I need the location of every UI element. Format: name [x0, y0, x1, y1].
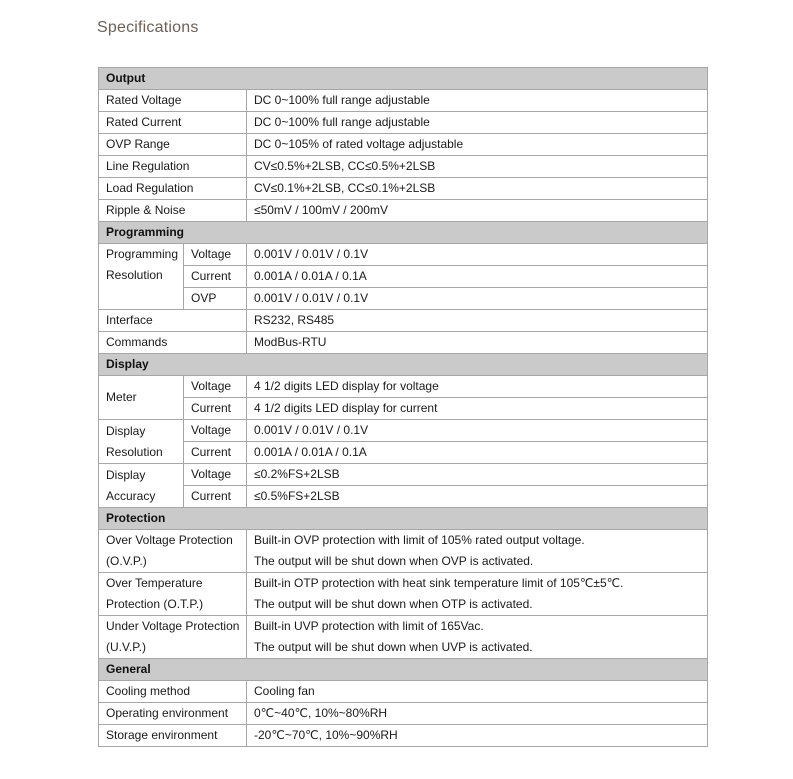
spec-label: Storage environment — [99, 725, 247, 747]
table-row — [99, 112, 708, 134]
spec-label: OVP Range — [99, 134, 247, 156]
spec-group-label — [99, 244, 184, 310]
spec-label-line: Protection (O.T.P.) — [106, 597, 204, 611]
spec-label-line: (O.V.P.) — [106, 554, 147, 568]
spec-value — [247, 573, 708, 616]
group-label-line: Display — [106, 423, 146, 438]
section-header-programming: Programming — [99, 222, 708, 244]
table-row — [99, 442, 708, 464]
section-header-output: Output — [99, 68, 708, 90]
spec-label — [99, 573, 247, 616]
spec-group-label — [99, 376, 184, 420]
table-row — [99, 486, 708, 508]
spec-subparam: Voltage — [184, 376, 247, 398]
spec-value-line: Built-in OTP protection with heat sink temperature limit of 105℃±5℃. — [254, 576, 624, 590]
section-header-display: Display — [99, 354, 708, 376]
table-row — [99, 725, 708, 747]
spec-group-label — [99, 420, 184, 464]
table-row — [99, 681, 708, 703]
table-row — [99, 376, 708, 398]
section-header-protection: Protection — [99, 508, 708, 530]
spec-value: Cooling fan — [247, 681, 708, 703]
spec-value — [247, 616, 708, 659]
spec-value: -20℃~70℃, 10%~90%RH — [247, 725, 708, 747]
spec-value: 0.001V / 0.01V / 0.1V — [247, 420, 708, 442]
spec-label-line: Under Voltage Protection — [106, 619, 240, 633]
section-row-general — [99, 659, 708, 681]
spec-subparam: OVP — [184, 288, 247, 310]
spec-value: CV≤0.1%+2LSB, CC≤0.1%+2LSB — [247, 178, 708, 200]
spec-label: Load Regulation — [99, 178, 247, 200]
spec-value: 0.001A / 0.01A / 0.1A — [247, 442, 708, 464]
spec-label — [99, 530, 247, 573]
table-row — [99, 616, 708, 659]
table-row — [99, 310, 708, 332]
spec-label: Rated Current — [99, 112, 247, 134]
spec-label: Line Regulation — [99, 156, 247, 178]
spec-label: Operating environment — [99, 703, 247, 725]
spec-label: Rated Voltage — [99, 90, 247, 112]
spec-group-label — [99, 464, 184, 508]
spec-value: CV≤0.5%+2LSB, CC≤0.5%+2LSB — [247, 156, 708, 178]
specifications-table — [98, 67, 708, 747]
spec-value: 4 1/2 digits LED display for current — [247, 398, 708, 420]
spec-value-line: Built-in OVP protection with limit of 105% rated output voltage. — [254, 533, 585, 547]
section-row-programming — [99, 222, 708, 244]
table-row — [99, 200, 708, 222]
spec-subparam: Voltage — [184, 464, 247, 486]
table-row — [99, 464, 708, 486]
spec-value: ≤0.5%FS+2LSB — [247, 486, 708, 508]
group-label-line: Meter — [106, 390, 137, 404]
section-header-general: General — [99, 659, 708, 681]
spec-label: Cooling method — [99, 681, 247, 703]
spec-value: ≤50mV / 100mV / 200mV — [247, 200, 708, 222]
spec-value: 0.001V / 0.01V / 0.1V — [247, 288, 708, 310]
spec-label-line: Over Voltage Protection — [106, 533, 233, 547]
spec-subparam: Current — [184, 266, 247, 288]
table-row — [99, 134, 708, 156]
section-row-output — [99, 68, 708, 90]
spec-value: ModBus-RTU — [247, 332, 708, 354]
table-row — [99, 288, 708, 310]
table-row — [99, 156, 708, 178]
spec-label: Ripple & Noise — [99, 200, 247, 222]
table-row — [99, 266, 708, 288]
spec-value — [247, 530, 708, 573]
spec-value-line: The output will be shut down when OTP is activated. — [254, 597, 533, 611]
group-label-line: Display — [106, 467, 146, 482]
spec-value: RS232, RS485 — [247, 310, 708, 332]
spec-value: DC 0~105% of rated voltage adjustable — [247, 134, 708, 156]
section-row-protection — [99, 508, 708, 530]
table-row — [99, 398, 708, 420]
spec-value: 0.001A / 0.01A / 0.1A — [247, 266, 708, 288]
group-label-line: Resolution — [106, 268, 163, 282]
table-row — [99, 178, 708, 200]
group-label-line: Programming — [106, 247, 179, 261]
spec-value-line: The output will be shut down when OVP is activated. — [254, 554, 534, 568]
spec-label: Commands — [99, 332, 247, 354]
spec-label-line: Over Temperature — [106, 576, 203, 590]
spec-value: DC 0~100% full range adjustable — [247, 90, 708, 112]
page-title: Specifications — [97, 19, 199, 36]
spec-value: 0.001V / 0.01V / 0.1V — [247, 244, 708, 266]
spec-subparam: Voltage — [184, 420, 247, 442]
spec-value: 4 1/2 digits LED display for voltage — [247, 376, 708, 398]
table-row — [99, 90, 708, 112]
table-row — [99, 420, 708, 442]
spec-value: ≤0.2%FS+2LSB — [247, 464, 708, 486]
spec-subparam: Current — [184, 442, 247, 464]
group-label-line: Resolution — [106, 444, 163, 459]
table-row — [99, 573, 708, 616]
spec-value: DC 0~100% full range adjustable — [247, 112, 708, 134]
section-row-display — [99, 354, 708, 376]
spec-label: Interface — [99, 310, 247, 332]
group-label-line: Accuracy — [106, 488, 156, 503]
spec-label — [99, 616, 247, 659]
spec-value-line: The output will be shut down when UVP is activated. — [254, 640, 533, 654]
table-row — [99, 703, 708, 725]
spec-value-line: Built-in UVP protection with limit of 165Vac. — [254, 619, 484, 633]
spec-subparam: Current — [184, 398, 247, 420]
spec-subparam: Current — [184, 486, 247, 508]
table-row — [99, 244, 708, 266]
spec-value: 0℃~40℃, 10%~80%RH — [247, 703, 708, 725]
table-row — [99, 332, 708, 354]
spec-subparam: Voltage — [184, 244, 247, 266]
table-row — [99, 530, 708, 573]
spec-label-line: (U.V.P.) — [106, 640, 147, 654]
